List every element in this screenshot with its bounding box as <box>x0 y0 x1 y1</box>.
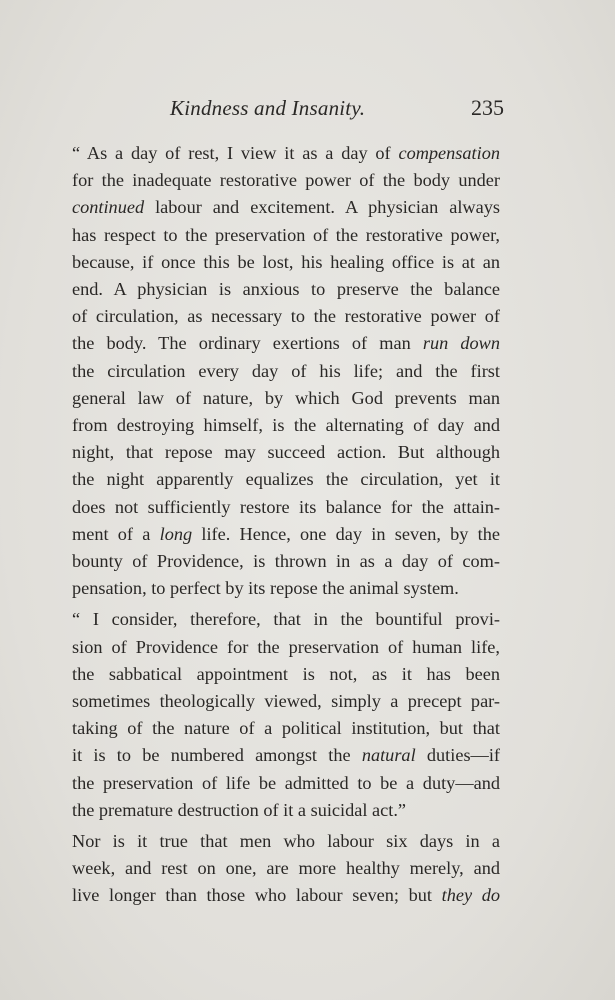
text-run: bounty of Providence, is thrown in as a day of com- <box>72 551 500 572</box>
text-line <box>52 466 500 493</box>
text-line <box>52 521 500 548</box>
paragraph <box>52 140 500 602</box>
text-line <box>52 194 500 221</box>
paragraph <box>52 606 500 824</box>
text-line <box>52 140 500 167</box>
text-run: end. A physician is anxious to preserve the balance <box>72 279 500 300</box>
italic-text: they do <box>441 885 500 906</box>
text-run: general law of nature, by which God prevents man <box>72 387 500 408</box>
text-run: taking of the nature of a political institution, but that <box>72 718 500 739</box>
text-line <box>52 855 500 882</box>
text-line <box>52 882 500 909</box>
text-run: the premature destruction of it a suicidal act.” <box>72 799 407 820</box>
text-line <box>52 797 500 824</box>
text-line <box>52 606 500 633</box>
text-run: the night apparently equalizes the circulation, yet it <box>72 469 500 490</box>
text-line <box>52 828 500 855</box>
text-run: Nor is it true that men who labour six days in a <box>72 831 500 852</box>
text-line <box>52 770 500 797</box>
text-run: because, if once this be lost, his healing office is at an <box>72 251 500 272</box>
text-line <box>52 249 500 276</box>
text-run: “ As a day of rest, I view it as a day of <box>72 143 399 163</box>
page-header <box>52 96 502 130</box>
text-run: the sabbatical appointment is not, as it has been <box>72 663 500 684</box>
text-run: sion of Providence for the preservation of human life, <box>72 636 500 657</box>
text-run: does not sufficiently restore its balance for the attain- <box>72 496 500 517</box>
text-line <box>52 688 500 715</box>
text-run: pensation, to perfect by its repose the animal system. <box>72 578 459 599</box>
text-run: week, and rest on one, are more healthy merely, and <box>72 858 500 879</box>
text-run: labour and excitement. A physician always <box>144 197 500 218</box>
text-run: duties—if <box>415 745 501 766</box>
text-line <box>52 742 500 769</box>
page-number: 235 <box>471 95 504 120</box>
italic-text: compensation <box>398 143 500 163</box>
text-run: for the inadequate restorative power of the body under <box>72 170 500 191</box>
text-line <box>52 303 500 330</box>
text-run: the preservation of life be admitted to be a duty—and <box>72 772 500 793</box>
text-line <box>52 222 500 249</box>
text-run: live longer than those who labour seven; but <box>72 885 442 906</box>
text-run: has respect to the preservation of the restorative power, <box>72 224 500 245</box>
text-run: life. Hence, one day in seven, by the <box>192 523 500 544</box>
italic-text: long <box>159 523 193 544</box>
italic-text: natural <box>361 745 416 766</box>
paragraph <box>52 828 500 910</box>
text-line <box>52 330 500 357</box>
text-run: it is to be numbered amongst the <box>72 745 362 766</box>
text-line <box>52 167 500 194</box>
text-line <box>52 412 500 439</box>
text-line <box>52 634 500 661</box>
italic-text: continued <box>72 197 145 218</box>
text-run: sometimes theologically viewed, simply a precept par- <box>72 691 500 712</box>
text-run: of circulation, as necessary to the restorative power of <box>72 306 500 327</box>
text-line <box>52 358 500 385</box>
text-run: ment of a <box>72 523 160 544</box>
text-run: the body. The ordinary exertions of man <box>72 333 423 354</box>
text-run: “ I consider, therefore, that in the bountiful provi- <box>72 609 500 630</box>
text-line <box>52 276 500 303</box>
body-text <box>52 140 500 910</box>
text-line <box>52 575 500 602</box>
text-line <box>52 661 500 688</box>
text-line <box>52 385 500 412</box>
text-line <box>52 494 500 521</box>
text-line <box>52 715 500 742</box>
text-run: night, that repose may succeed action. But although <box>72 442 500 463</box>
text-line <box>52 548 500 575</box>
text-run: from destroying himself, is the alternating of day and <box>72 415 500 436</box>
text-run: the circulation every day of his life; and the first <box>72 360 500 381</box>
italic-text: run down <box>422 333 500 354</box>
running-title: Kindness and Insanity. <box>170 96 366 120</box>
text-line <box>52 439 500 466</box>
